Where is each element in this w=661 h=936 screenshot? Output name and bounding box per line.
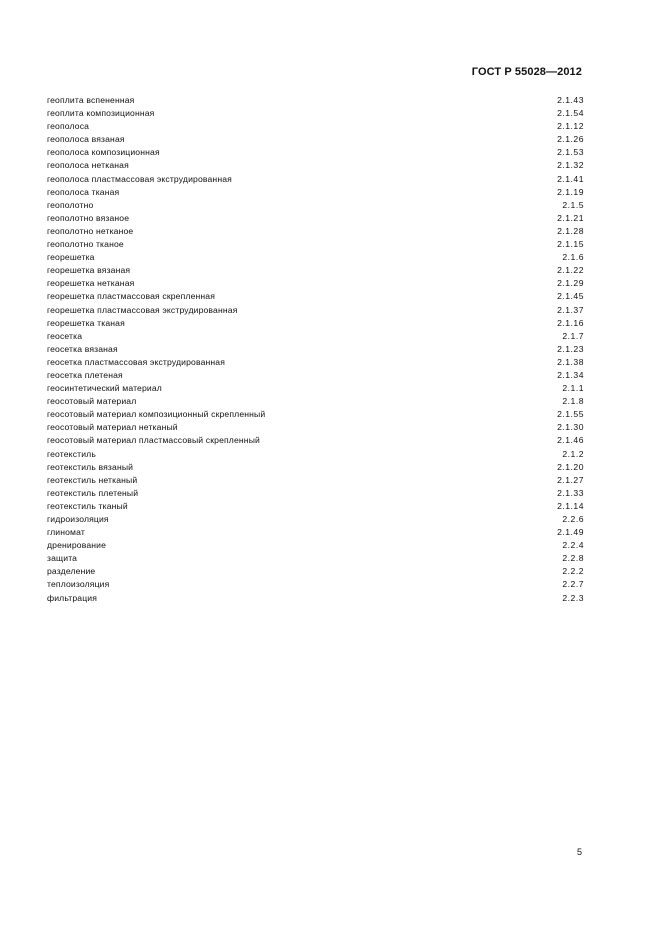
index-term: георешетка пластмассовая экструдированная	[47, 304, 238, 315]
index-reference: 2.1.37	[557, 304, 584, 315]
index-reference: 2.1.8	[562, 396, 584, 407]
index-reference: 2.1.54	[557, 108, 584, 119]
page-number: 5	[576, 847, 582, 857]
index-reference: 2.2.2	[562, 566, 584, 577]
index-term: георешетка тканая	[47, 317, 125, 328]
index-reference: 2.1.7	[562, 330, 584, 341]
index-row	[47, 474, 584, 487]
index-row	[47, 539, 584, 552]
index-row	[47, 592, 584, 605]
document-code: ГОСТ Р 55028—2012	[471, 66, 582, 78]
index-reference: 2.1.34	[557, 369, 584, 380]
index-reference: 2.2.4	[562, 540, 584, 551]
index-row	[47, 238, 584, 251]
index-reference: 2.1.45	[557, 291, 584, 302]
index-reference: 2.1.41	[557, 173, 584, 184]
index-reference: 2.2.8	[562, 553, 584, 564]
index-term: геосетка пластмассовая экструдированная	[47, 356, 226, 367]
index-term: геополотно	[47, 199, 94, 210]
index-row	[47, 552, 584, 565]
index-term: георешетка	[47, 252, 95, 263]
index-term: геосетка	[47, 330, 83, 341]
index-row	[47, 317, 584, 330]
index-reference: 2.1.46	[557, 435, 584, 446]
index-term: геополоса нетканая	[47, 160, 129, 171]
index-row	[47, 578, 584, 591]
index-reference: 2.1.29	[557, 278, 584, 289]
index-term: геополоса пластмассовая экструдированная	[47, 173, 232, 184]
index-row	[47, 225, 584, 238]
index-term: геополоса композиционная	[47, 147, 160, 158]
index-term: дренирование	[47, 540, 107, 551]
index-reference: 2.1.28	[557, 225, 584, 236]
index-row	[47, 408, 584, 421]
index-row	[47, 448, 584, 461]
index-row	[47, 487, 584, 500]
index-term: геополоса вязаная	[47, 134, 125, 145]
index-term: георешетка вязаная	[47, 265, 131, 276]
index-term: геополотно тканое	[47, 239, 124, 250]
index-term: геосетка вязаная	[47, 343, 118, 354]
index-term: геоплита вспененная	[47, 95, 135, 105]
index-term: геосинтетический материал	[47, 383, 162, 394]
index-row	[47, 251, 584, 264]
index-row	[47, 173, 584, 186]
index-reference: 2.1.22	[557, 265, 584, 276]
index-term: геотекстиль плетеный	[47, 487, 139, 498]
index-term: геотекстиль	[47, 448, 96, 459]
index-row	[47, 330, 584, 343]
index-row	[47, 356, 584, 369]
index-row	[47, 264, 584, 277]
index-reference: 2.1.12	[557, 121, 584, 132]
index-reference: 2.1.49	[557, 527, 584, 538]
index-reference: 2.1.1	[562, 383, 584, 394]
index-term: георешетка нетканая	[47, 278, 135, 289]
index-row	[47, 304, 584, 317]
index-reference: 2.1.43	[557, 95, 584, 105]
index-reference: 2.1.16	[557, 317, 584, 328]
index-row	[47, 513, 584, 526]
index-term: фильтрация	[47, 592, 98, 603]
index-row	[47, 212, 584, 225]
index-term: геосотовый материал нетканый	[47, 422, 178, 433]
index-term: геотекстиль тканый	[47, 500, 128, 511]
index-term: георешетка пластмассовая скрепленная	[47, 291, 216, 302]
index-reference: 2.1.32	[557, 160, 584, 171]
index-term: геополотно нетканое	[47, 225, 134, 236]
index-row	[47, 186, 584, 199]
index-reference: 2.1.53	[557, 147, 584, 158]
index-row	[47, 94, 584, 107]
index-term: разделение	[47, 566, 96, 577]
index-row	[47, 343, 584, 356]
index-reference: 2.2.3	[562, 592, 584, 603]
index-term: геотекстиль нетканый	[47, 474, 138, 485]
index-row	[47, 500, 584, 513]
index-reference: 2.1.19	[557, 186, 584, 197]
index-row	[47, 461, 584, 474]
index-row	[47, 526, 584, 539]
index-reference: 2.1.30	[557, 422, 584, 433]
index-row	[47, 395, 584, 408]
index-row	[47, 421, 584, 434]
index-row	[47, 146, 584, 159]
index-term: геотекстиль вязаный	[47, 461, 134, 472]
index-reference: 2.2.6	[562, 514, 584, 524]
index-row	[47, 434, 584, 447]
index-row	[47, 290, 584, 303]
term-index-list	[47, 94, 584, 605]
index-row	[47, 382, 584, 395]
index-term: геосотовый материал	[47, 396, 137, 407]
index-reference: 2.1.38	[557, 356, 584, 367]
index-reference: 2.2.7	[562, 579, 584, 590]
index-term: геополоса тканая	[47, 186, 120, 197]
index-reference: 2.1.20	[557, 461, 584, 472]
index-reference: 2.1.15	[557, 239, 584, 250]
index-reference: 2.1.6	[562, 252, 584, 263]
index-term: теплоизоляция	[47, 579, 110, 590]
index-row	[47, 120, 584, 133]
index-term: гидроизоляция	[47, 514, 109, 524]
index-reference: 2.1.23	[557, 343, 584, 354]
index-row	[47, 159, 584, 172]
index-row	[47, 369, 584, 382]
index-row	[47, 565, 584, 578]
index-reference: 2.1.21	[557, 212, 584, 223]
index-reference: 2.1.14	[557, 500, 584, 511]
index-row	[47, 133, 584, 146]
index-reference: 2.1.33	[557, 487, 584, 498]
index-reference: 2.1.26	[557, 134, 584, 145]
index-row	[47, 277, 584, 290]
index-term: геосетка плетеная	[47, 369, 123, 380]
index-term: геосотовый материал композиционный скрепленный	[47, 409, 266, 420]
index-term: защита	[47, 553, 78, 564]
index-reference: 2.1.2	[562, 448, 584, 459]
index-term: геополотно вязаное	[47, 212, 130, 223]
index-term: геополоса	[47, 121, 90, 132]
index-term: глиномат	[47, 527, 85, 538]
index-term: геоплита композиционная	[47, 108, 155, 119]
index-row	[47, 199, 584, 212]
index-reference: 2.1.5	[562, 199, 584, 210]
index-reference: 2.1.55	[557, 409, 584, 420]
index-reference: 2.1.27	[557, 474, 584, 485]
index-term: геосотовый материал пластмассовый скрепленный	[47, 435, 260, 446]
index-row	[47, 107, 584, 120]
